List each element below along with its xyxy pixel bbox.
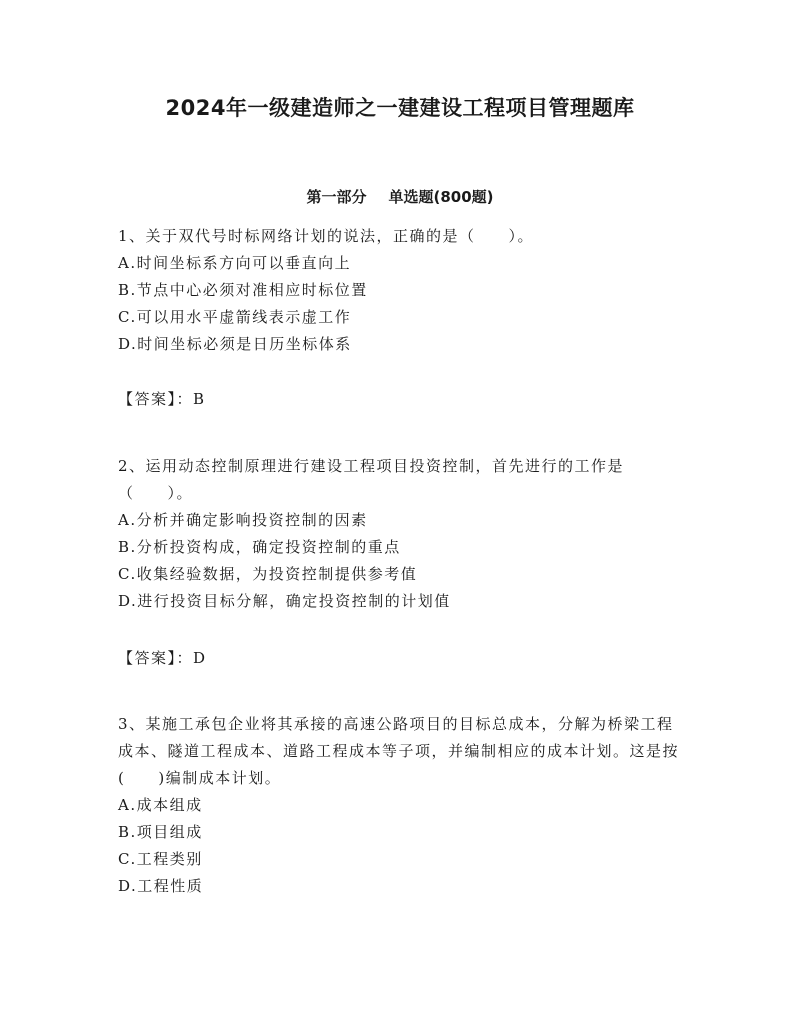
option-b: B.项目组成 <box>118 823 203 841</box>
option-c: C.收集经验数据，为投资控制提供参考值 <box>118 565 418 583</box>
option-b: B.节点中心必须对准相应时标位置 <box>118 281 368 299</box>
option-c: C.可以用水平虚箭线表示虚工作 <box>118 308 352 326</box>
option-c: C.工程类别 <box>118 850 203 868</box>
option-a: A.时间坐标系方向可以垂直向上 <box>118 254 352 272</box>
question-stem: 1、关于双代号时标网络计划的说法，正确的是（ ）。 <box>118 227 535 245</box>
option-d: D.工程性质 <box>118 877 204 895</box>
document-title: 2024年一级建造师之一建建设工程项目管理题库 <box>165 96 635 120</box>
question-stem: 2、运用动态控制原理进行建设工程项目投资控制，首先进行的工作是（ ）。 <box>118 457 625 502</box>
section-name: 单选题(800题) <box>388 188 494 206</box>
question-3 <box>118 711 688 900</box>
question-2 <box>118 453 688 615</box>
option-d: D.进行投资目标分解，确定投资控制的计划值 <box>118 592 451 610</box>
question-1 <box>118 223 688 358</box>
option-b: B.分析投资构成，确定投资控制的重点 <box>118 538 401 556</box>
answer-1: 【答案】：B <box>118 390 206 408</box>
answer-2: 【答案】：D <box>118 649 207 667</box>
option-a: A.分析并确定影响投资控制的因素 <box>118 511 368 529</box>
question-stem: 3、某施工承包企业将其承接的高速公路项目的目标总成本，分解为桥梁工程成本、隧道工程成本、道路工程成本等子项，并编制相应的成本计划。这是按( )编制成本计划。 <box>118 715 680 787</box>
section-heading <box>0 186 800 207</box>
option-d: D.时间坐标必须是日历坐标体系 <box>118 335 352 353</box>
option-a: A.成本组成 <box>118 796 203 814</box>
section-part: 第一部分 <box>306 188 367 206</box>
